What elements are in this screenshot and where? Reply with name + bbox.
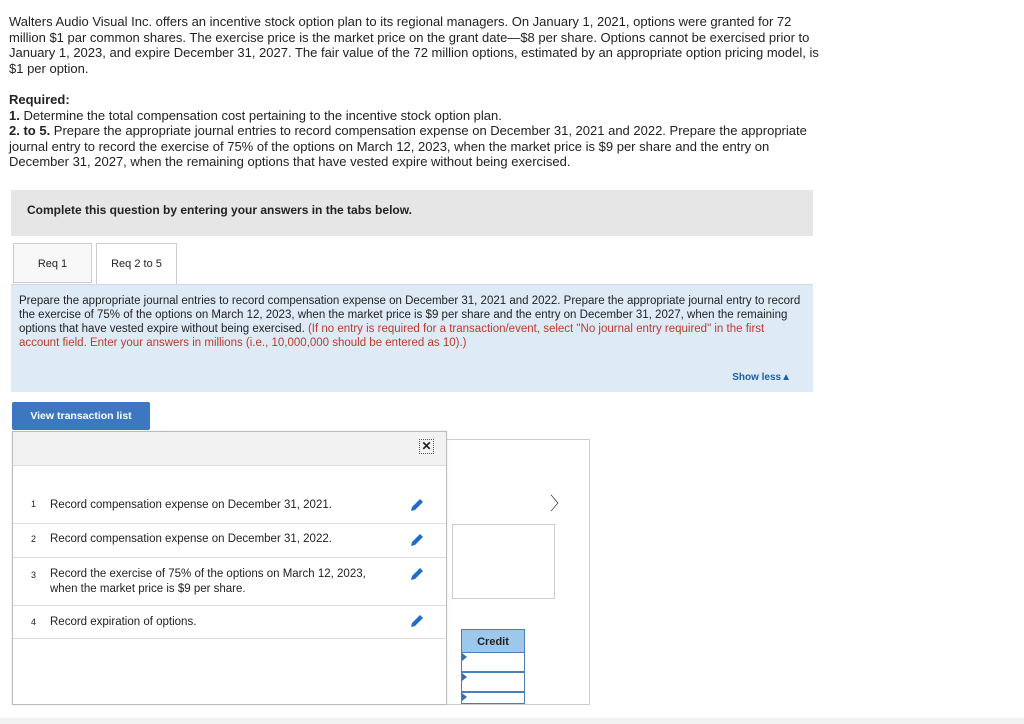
- item1-number: 1.: [9, 107, 20, 123]
- transaction-number: 3: [31, 570, 37, 580]
- transaction-label: Record the exercise of 75% of the options on March 12, 2023, when the market price is $9 per share.: [50, 568, 366, 595]
- credit-input-cell[interactable]: [461, 652, 525, 672]
- required-item-1: [9, 108, 829, 124]
- instructions-text: [19, 294, 803, 350]
- transaction-row: [13, 489, 446, 524]
- required-section: [9, 92, 829, 170]
- tab-req-1[interactable]: Req 1: [13, 243, 92, 283]
- credit-column-header: Credit: [461, 629, 525, 655]
- transaction-label: Record expiration of options.: [50, 616, 197, 628]
- close-icon[interactable]: ✕: [419, 439, 434, 454]
- transaction-number: 4: [31, 617, 37, 627]
- required-item-2: [9, 123, 829, 170]
- transaction-row: [13, 606, 446, 639]
- transaction-row: [13, 558, 446, 606]
- transaction-row: [13, 524, 446, 558]
- pencil-icon[interactable]: [408, 531, 426, 549]
- transaction-label: Record compensation expense on December 31, 2021.: [50, 499, 332, 511]
- credit-input-cell[interactable]: [461, 672, 525, 692]
- pencil-icon[interactable]: [408, 565, 426, 583]
- tab-instructions: [11, 284, 813, 392]
- popup-header: [13, 432, 446, 466]
- item2-number: 2. to 5.: [9, 123, 51, 139]
- item1-text: Determine the total compensation cost pertaining to the incentive stock option plan.: [19, 107, 502, 123]
- pencil-icon[interactable]: [408, 612, 426, 630]
- item2-text: Prepare the appropriate journal entries to record compensation expense on December 31, 2021 and 2022. Prepare the appropriate journal entry to record the exercise of 75% of the options on March 12, 2023, when the market price is $9 per share and the entry on December 31, 2027, when the remaining options that have vested expire without being exercised.: [9, 123, 807, 170]
- instructions-banner: [11, 190, 813, 236]
- show-less-link[interactable]: Show less▲: [732, 372, 791, 383]
- instructions-note: (If no entry is required for a transaction/event, select "No journal entry required" in the first account field. Enter your answers in millions (i.e., 10,000,000 should be entered as 10).): [19, 323, 765, 349]
- pencil-icon[interactable]: [408, 496, 426, 514]
- transaction-number: 2: [31, 534, 37, 544]
- next-arrow-icon[interactable]: 〉: [550, 494, 568, 514]
- page-footer-strip: [0, 718, 1024, 724]
- transaction-list-popup: [12, 431, 447, 705]
- required-heading: Required:: [9, 92, 70, 107]
- banner-text: Complete this question by entering your answers in the tabs below.: [27, 203, 412, 217]
- problem-intro: Walters Audio Visual Inc. offers an incentive stock option plan to its regional managers. On January 1, 2021, options were granted for 72 million $1 par common shares. The exercise price is the market price on the grant date—$8 per share. Options cannot be exercised prior to January 1, 2023, and expire December 31, 2027. The fair value of the 72 million options, estimated by an appropriate option pricing model, is $1 per option.: [9, 14, 819, 76]
- transaction-label: Record compensation expense on December 31, 2022.: [50, 533, 332, 545]
- entry-info-box: [452, 524, 555, 599]
- credit-input-cell[interactable]: [461, 692, 525, 704]
- instructions-main: Prepare the appropriate journal entries to record compensation expense on December 31, 2021 and 2022. Prepare the appropriate journal entry to record the exercise of 75% of the options on March 12, 2023, when the market price is $9 per share and the entry on December 31, 2027, when the remaining options that have vested expire without being exercised.: [19, 295, 801, 335]
- view-transaction-list-button[interactable]: View transaction list: [12, 402, 150, 430]
- tab-req-2-to-5[interactable]: Req 2 to 5: [96, 243, 177, 285]
- transaction-number: 1: [31, 499, 37, 509]
